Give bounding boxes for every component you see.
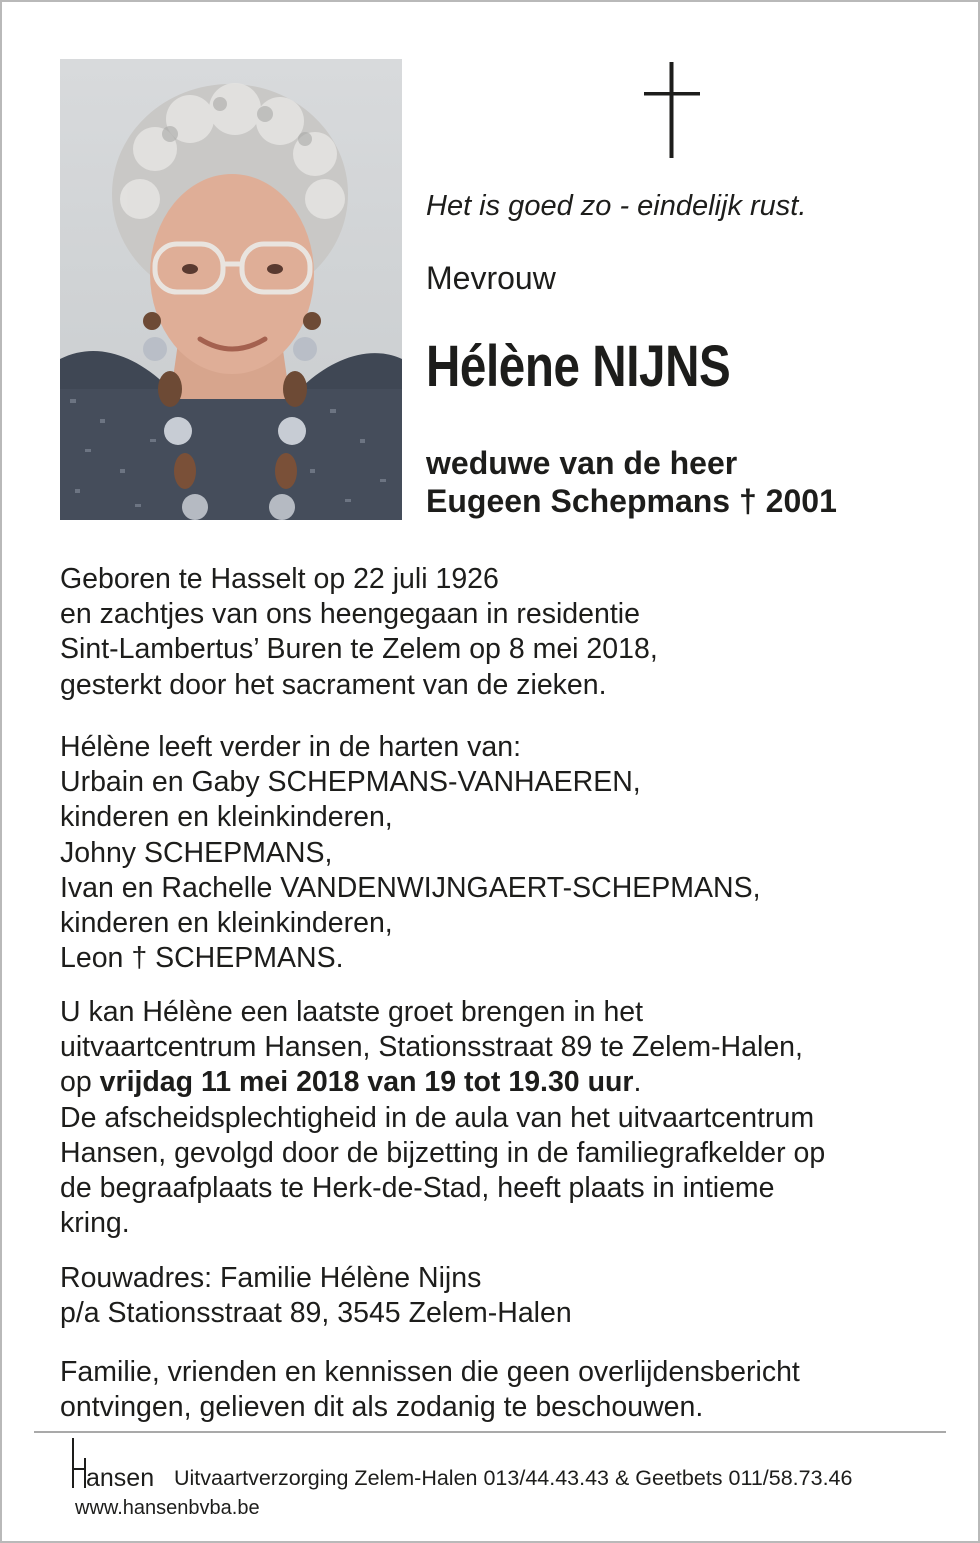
text-line: ontvingen, gelieven dit als zodanig te beschouwen. [60, 1391, 704, 1424]
text-line: Rouwadres: Familie Hélène Nijns [60, 1262, 482, 1294]
notice-paragraph [60, 1355, 800, 1425]
text-line: Geboren te Hasselt op 22 juli 1926 [60, 563, 499, 595]
visitation-paragraph [60, 995, 825, 1241]
text-line: Hansen, gevolgd door de bijzetting in de familiegrafkelder op [60, 1136, 826, 1169]
text-line: Urbain en Gaby SCHEPMANS-VANHAEREN, [60, 766, 641, 799]
text-line: Leon † SCHEPMANS. [60, 942, 344, 975]
text-line: U kan Hélène een laatste groet brengen in het [60, 996, 644, 1028]
text-line: p/a Stationsstraat 89, 3545 Zelem-Halen [60, 1297, 572, 1330]
text-line: Sint-Lambertus’ Buren te Zelem op 8 mei 2018, [60, 633, 658, 666]
honorific: Mevrouw [426, 260, 556, 296]
family-paragraph [60, 730, 761, 976]
portrait-photo [60, 59, 402, 520]
text-line: kinderen en kleinkinderen, [60, 907, 393, 940]
widow-line-2: Eugeen Schepmans † 2001 [426, 483, 837, 519]
deceased-name: Hélène NIJNS [426, 334, 731, 399]
text-line: kring. [60, 1207, 130, 1240]
footer-brand: ansen [86, 1464, 155, 1492]
text-fragment: op [60, 1066, 100, 1099]
address-paragraph [60, 1261, 572, 1331]
visitation-datetime: vrijdag 11 mei 2018 van 19 tot 19.30 uur [99, 1066, 634, 1099]
text-line: gesterkt door het sacrament van de zieken. [60, 668, 607, 701]
text-line: Hélène leeft verder in de harten van: [60, 731, 522, 763]
text-line: en zachtjes van ons heengegaan in residentie [60, 598, 640, 631]
birth-paragraph [60, 562, 658, 703]
text-fragment: . [633, 1066, 642, 1099]
text-line: Ivan en Rachelle VANDENWIJNGAERT-SCHEPMANS, [60, 871, 761, 904]
footer-website-link[interactable]: www.hansenbvba.be [75, 1497, 260, 1519]
footer-contact: Uitvaartverzorging Zelem-Halen 013/44.43.43 & Geetbets 011/58.73.46 [174, 1466, 853, 1490]
text-line: kinderen en kleinkinderen, [60, 801, 393, 834]
text-line: De afscheidsplechtigheid in de aula van het uitvaartcentrum [60, 1101, 815, 1134]
widow-of [426, 444, 837, 520]
text-line: de begraafplaats te Herk-de-Stad, heeft plaats in intieme [60, 1172, 775, 1205]
text-line: Familie, vrienden en kennissen die geen overlijdensbericht [60, 1356, 800, 1388]
motto: Het is goed zo - eindelijk rust. [426, 190, 807, 222]
footer-divider [34, 1431, 946, 1433]
text-line: Johny SCHEPMANS, [60, 836, 333, 869]
text-line [60, 1065, 825, 1100]
text-line: uitvaartcentrum Hansen, Stationsstraat 89 te Zelem-Halen, [60, 1031, 803, 1064]
cross-icon [642, 62, 702, 158]
widow-line-1: weduwe van de heer [426, 445, 738, 481]
